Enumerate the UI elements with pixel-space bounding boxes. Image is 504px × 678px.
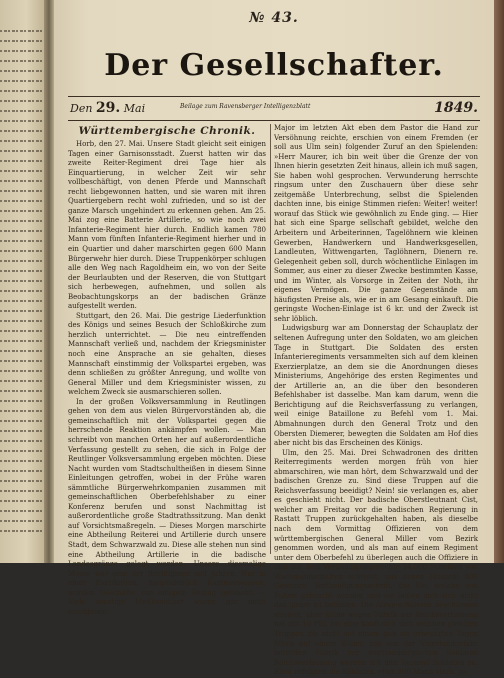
column-divider (270, 124, 271, 554)
article-paragraph: Ludwigsburg war am Donnerstag der Schauplatz der seltenen Aufregung unter den Soldaten, wo am gleichen Tage in Stuttgart. Die Soldaten des ersten Infanterieregiments versammelten sich auf dem kleinen Exerzierplatze, an dem sie die Anordnungen dieses Ministeriums, Angehörige des ersten Regimentes und der Artillerie an, an die über den besonderen Befehlshaber ist dasselbe. Man kam darum, wenn die Berichtigung auf die Reichsverfassung zu verlangen, weil einige Bataillone zu Befehl vom 1. Mai. Abmahnungen durch den General Trotz und den Obersten Diemerer, bewegten die Soldaten am Hof dies aber nicht bis das Erscheinen des Königs. (274, 324, 478, 448)
date-day: 29. (95, 100, 121, 116)
dateline (70, 100, 478, 118)
issue-date (70, 100, 145, 116)
article-paragraph: In der großen Volksversammlung in Reutlingen gehen von dem aus vielen Bürgervorständen ab, die gemeinschaftlich mit der Volkspartei gegen die herrschende Reaktion ankämpfen wollen. — Man schreibt von manchen Orten her auf außerordentliche Verfassung gestellt zu sehen, die sich in Folge der Reutlinger Volksversammlung ergeben möchten. Diese Nacht wurden vom Stadtschultheißen in diesem Sinne Einleitungen getroffen, wobei in der Frühe waren sämmtliche Bürgerwehrkompanien zusammen mit gemeinschaftlichen Oberbefehlshaber zu einer Konferenz berufen und sonst Nachmittag ist außerordentliche große Stadtrathssitzung. Man denkt auf Vorsichtsmaßregeln. — Dieses Morgen marschirte eine Abtheilung Reiterei und Artillerie durch unsere Stadt, dem Schwarzwald zu. Diese alle stehen nun sind eine Abtheilung Artillerie in die badische Landesgränze gelegt werden. Unsere diesmalige Messe war eine der flüchtigsten seit Jahren. Nur in einer Fabrikation, hauptsächlich Kammerwaaren, wurden Geschäfte von einigem Belang gemacht. — Viele sonstige Meßbesucher waren gar nicht erschienen. (68, 397, 266, 616)
article-paragraph: Horb, den 27. Mai. Unsere Stadt gleicht seit einigen Tagen einer Garnisonsstadt. Zuerst hatten wir das zweite Reiter-Regiment drei Tage hier als Einquartierung, in welcher Zeit wir sehr vollbeschäftigt, von denen Pferde und Mannschaft recht liebgewonnen hatten, und sie waren mit ihren Quartiergebern recht wohl zufrieden, und so ist der ganze Marsch ungehindert zu erkennen gehen. Am 25. Mai zog eine Batterie Artillerie, so wie noch zwei Infanterie-Regiment hier durch. Endlich kamen 780 Mann vom fünften Infanterie-Regiment hierher und in ein Quartier und daher marschirten gegen 600 Mann Bürgerwehr hier durch. Diese Truppenkörper schlugen alle den Weg nach Ragoldheim ein, wo von der Seite der Beurlaubten und der Reserven, die von Stuttgart sich herbewegen, aufnehmen, und sollen als Beobachtungskorps an der badischen Gränze aufgestellt werden. (68, 140, 266, 311)
masthead-title: Der Gesellschafter. (104, 48, 444, 83)
issue-year: 1849. (434, 100, 478, 116)
article-paragraph: Stuttgart, den 26. Mai. Die gestrige Liederfunktion des Königs und seines Besuch der Schloßkirche zum herzlich unterrichtet. — Die neu eintreffenden Mannschaft verließ und, nachdem der Kriegsminister noch eine Ansprache an sie gehalten, dieses Mannschaft einstimmig der Volkspartei ergeben, was denn schließen zu größter Anregung, und wollte von General Miller und dem Kriegsminister wissen, zu welchem Zweck sie ausmarschieren sollen. (68, 311, 266, 397)
left-column (68, 124, 266, 616)
right-column (274, 124, 478, 677)
facing-page-edge (0, 0, 44, 563)
article-paragraph: Major im letzten Akt eben dem Pastor die Hand zur Versöhnung reichte, erschien von einem Fremden (er soll aus Ulm sein) folgender Zuruf an den Spielenden: »Herr Maurer, ich bin weit über die Grenze der von Ihnen hierin gesetzten Zeit hinaus, allein ich muß sagen, Sie haben wohl gesprochen. Verwunderung herrschte ringsum unter den Zuschauern über diese sehr zeitgemäße Unterbrechung, selbst die Spielenden dachten inne, bis einige Stimmen riefen: Weiter! weiter! worauf das Stück wie gewöhnlich zu Ende ging. — Hier hat sich eine Sparge sellschaft gebildet, welche den Arbeitern und Arbeiterinnen, Tagelöhnern wie kleinen Gewerben, Handwerkern und Handwerksgesellen, Landleuten, Wittwengarten, Taglöhnern, Dienern re. Gelegenheit geben soll, durch wöchentliche Einlagen im Sommer, aus einer zu dieser Zwecke bestimmten Kasse, und im Winter, als Vorsorge in Zeiten der Noth, ihr eigenes Vermögen. Die ganze Gegenstände am häufigsten Preise als, wie er in am Gesang einkauft. Die geringste Wochen-Einlage ist 6 kr. und der Zweck ist sehr löblich. (274, 124, 478, 323)
date-prefix: Den (70, 102, 93, 115)
header-rule-top (68, 96, 480, 97)
newspaper-page (54, 0, 494, 677)
date-month: Mai (123, 102, 146, 115)
book-gutter (44, 0, 54, 563)
issue-number: № 43. (249, 10, 299, 26)
header-rule-bottom (68, 120, 480, 121)
book-cover-edge (494, 0, 504, 563)
supplement-note: Beilage zum Ravensberger Intelligenzblatt (180, 103, 311, 110)
article-paragraph: Ulm, den 25. Mai. Drei Schwadronen des dritten Reiterregiments werden morgen früh von hier abmarschiren, wie man hört, dem Schwarzwald und der badischen Grenze zu. Sind diese Truppen auf die Reichsverfassung beeidigt? Nein! sie verlangen es, aber es geschieht nicht. Der badische Oberstleutnant Cist, welcher am Freitag vor die badischen Regierung in Rastatt Truppen zurückgehalten haben, als dieselbe nach dem Vormittag Offizieren von dem württembergischen General Miller vom Bezirk genommen worden, und als man auf einem Regiment unter dem Oberbefehl zu überlegen auch die Offiziere in und aus dem Vertheidigungsrechte 14,000 Scheiben von Wachmannschaften schreibt, aus denen Hinsicht 800 Gewehre, Vertheidigungsschrift, die Sie, welche von Pulver gebracht worden und sie ließen sich sich nicht das ganze zu befinden. Die Ausgeschlossen beschlossen werden, aber keine wegen Fabrik zur Reichsverfassung hat mit 10 Pfd, bis eine kauft sich sich welchen gleichen Truppen die nicht auf einem gab sie erneuerten Tagen Stück auf einem Bilden von von der Vaterlandgefahr betreffen Fabrik der württembergischen Soldaten Reichsverfassung werden mit den Tausend Soldaten zu. Einst erfolgten die Soldaten, etwa 800 Mann stark, ga. (274, 448, 478, 677)
section-title: Württembergische Chronik. (78, 125, 256, 137)
